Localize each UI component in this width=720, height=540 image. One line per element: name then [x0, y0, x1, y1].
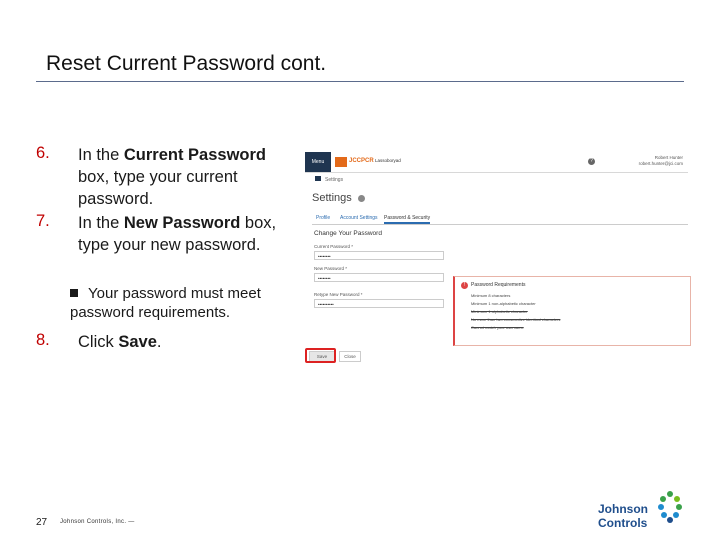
slide-title: Reset Current Password cont. [46, 52, 327, 75]
logo-word-controls: Controls [598, 516, 648, 530]
tab-password-security[interactable]: Password & Security [384, 215, 430, 224]
tab-account-settings[interactable]: Account Settings [340, 215, 378, 221]
step-number-6: 6. [36, 144, 50, 162]
step-7-bold: New Password [123, 214, 241, 232]
square-bullet-icon [70, 289, 78, 297]
step-7-post: box, type your new password. [78, 214, 277, 254]
password-requirements-box [453, 276, 691, 346]
requirement-item: Minimum 8 characters [471, 293, 511, 298]
step-6 [78, 144, 288, 210]
menu-button[interactable]: Menu [305, 152, 331, 172]
company-logo [596, 490, 688, 530]
tab-profile[interactable]: Profile [316, 215, 331, 221]
brand-name: JCCPCR [349, 158, 374, 164]
settings-tabs [312, 214, 688, 225]
settings-screenshot [305, 152, 688, 377]
step-number-7: 7. [36, 212, 50, 230]
step-6-bold: Current Password [123, 146, 266, 164]
warning-icon: ! [461, 282, 468, 289]
new-password-input[interactable]: •••••••• [314, 273, 444, 282]
requirement-item: Minimum 1 alphabetic character [471, 309, 528, 314]
user-name: Robert Hunter [654, 155, 683, 160]
save-highlight [305, 348, 336, 363]
new-password-label: New Password * [314, 266, 348, 271]
requirement-item: Cannot match your username [471, 325, 524, 330]
logo-leaf-icon [656, 490, 684, 524]
step-6-post: box, type your current password. [78, 168, 238, 208]
step-8 [78, 331, 288, 353]
step-8-bold: Save [118, 333, 157, 351]
breadcrumb [315, 176, 343, 183]
step-7-pre: In the [78, 214, 124, 232]
tenant-name: Lassoboryad [375, 158, 401, 163]
page-number: 27 [36, 517, 48, 528]
user-email: robert.hunter@jci.com [638, 161, 683, 166]
step-7 [78, 212, 288, 256]
close-button[interactable]: Close [339, 351, 361, 362]
gear-icon [358, 195, 365, 202]
home-icon[interactable] [315, 176, 321, 181]
requirement-item: No more than two consecutive identical characters [471, 317, 561, 322]
breadcrumb-settings[interactable]: Settings [325, 177, 344, 183]
user-info[interactable] [599, 155, 683, 167]
form-title: Change Your Password [314, 230, 382, 237]
retype-password-input[interactable]: •••••••••• [314, 299, 444, 308]
requirements-title: Password Requirements [471, 282, 526, 288]
step-8-post: . [156, 333, 162, 351]
page-heading: Settings [312, 192, 352, 204]
help-icon[interactable]: ? [588, 158, 595, 165]
sub-bullet-text: Your password must meet password requirements. [70, 285, 261, 321]
requirement-item: Minimum 1 non-alphabetic character [471, 301, 536, 306]
step-6-pre: In the [78, 146, 124, 164]
logo-word-johnson: Johnson [598, 502, 648, 516]
retype-password-label: Retype New Password * [314, 292, 363, 297]
sub-bullet [70, 284, 280, 322]
step-number-8: 8. [36, 331, 50, 349]
step-8-pre: Click [78, 333, 119, 351]
brand-logo-icon [335, 157, 347, 167]
title-rule [36, 81, 684, 82]
app-topbar [305, 152, 688, 173]
current-password-input[interactable]: •••••••• [314, 251, 444, 260]
current-password-label: Current Password * [314, 244, 354, 249]
save-button[interactable]: Save [309, 351, 335, 362]
footer-text: Johnson Controls, Inc. — [60, 519, 135, 525]
